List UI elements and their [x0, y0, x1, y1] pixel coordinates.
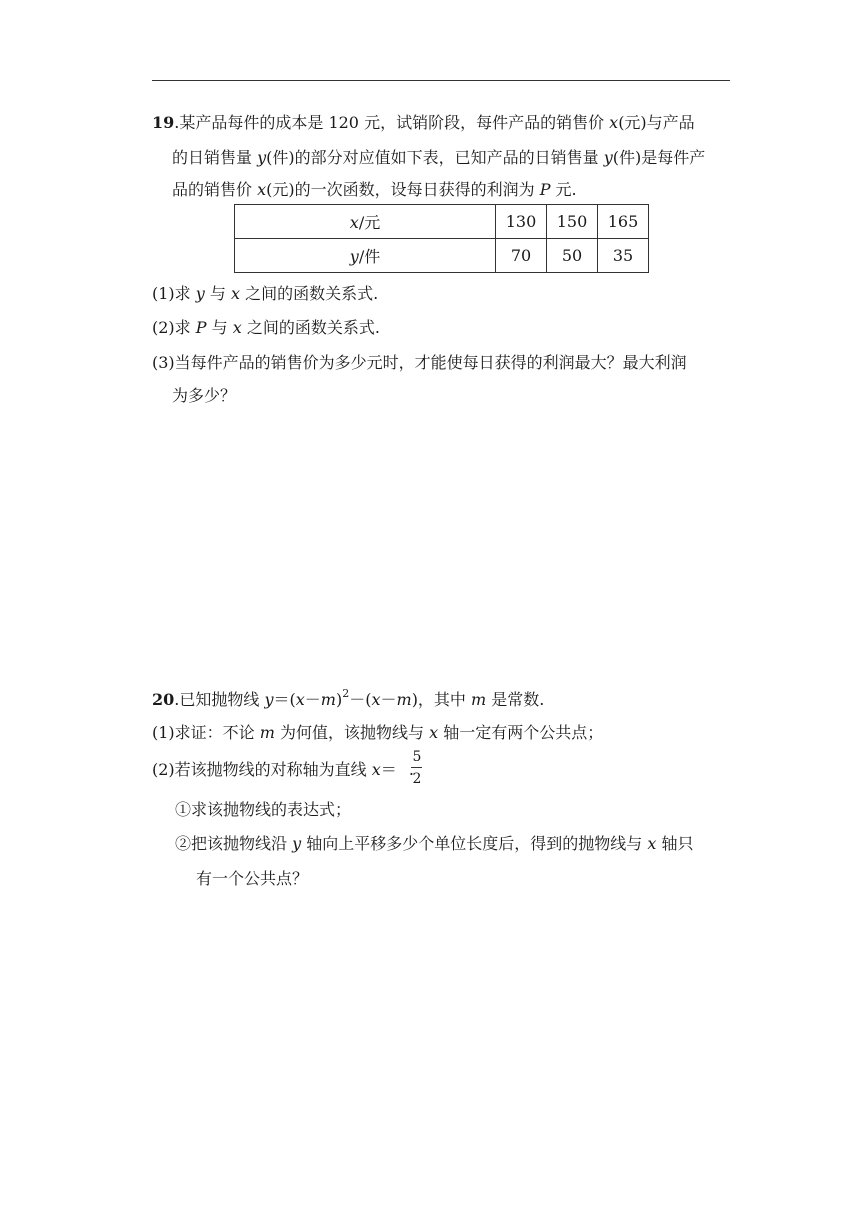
- q19-text: 与: [204, 284, 231, 303]
- var-p: P: [539, 180, 551, 199]
- q19-text: (件)是每件产: [612, 148, 706, 167]
- q20-text: ②把该抛物线沿: [175, 834, 293, 853]
- var-m: m: [471, 690, 487, 709]
- q19-text: 品的销售价: [172, 180, 258, 199]
- table-cell: 70: [496, 239, 547, 273]
- q20-text: )，其中: [411, 690, 472, 709]
- var-m: m: [396, 690, 412, 709]
- q19-text: (件)的部分对应值如下表，已知产品的日销售量: [266, 148, 604, 167]
- unit-label: /件: [358, 247, 381, 266]
- fraction-numerator: 5: [412, 749, 422, 765]
- q20-text: (2)若该抛物线的对称轴为直线: [152, 760, 372, 779]
- q19-line-1: [152, 113, 695, 133]
- q20-text: －(: [349, 690, 372, 709]
- var-p: P: [195, 318, 207, 337]
- var-y: y: [195, 284, 205, 303]
- var-x: x: [231, 284, 241, 303]
- var-x: x: [295, 690, 305, 709]
- var-x: x: [257, 180, 267, 199]
- q19-line-2: [172, 148, 705, 168]
- var-x: x: [647, 834, 657, 853]
- var-x: x: [609, 113, 619, 132]
- q20-stem: [152, 686, 545, 710]
- q20-number: 20: [152, 690, 175, 709]
- q20-part-2: [152, 760, 414, 780]
- q19-text: (元)的一次函数，设每日获得的利润为: [266, 180, 540, 199]
- var-m: m: [320, 690, 336, 709]
- price-sales-table: [234, 204, 649, 273]
- q20-text: ＝: [380, 760, 397, 779]
- q19-text: (1)求: [152, 284, 196, 303]
- table-cell: 130: [496, 205, 547, 239]
- var-y: y: [264, 690, 274, 709]
- var-x: x: [232, 318, 242, 337]
- table-cell: 165: [598, 205, 649, 239]
- var-x: x: [429, 723, 439, 742]
- fraction-denominator: 2: [412, 771, 422, 787]
- q19-text: 之间的函数关系式.: [241, 318, 380, 337]
- q20-text: .: [408, 760, 414, 779]
- q19-part-3: (3)当每件产品的销售价为多少元时，才能使每日获得的利润最大？最大利润: [152, 353, 687, 372]
- table-cell: 35: [598, 239, 649, 273]
- q20-text: －: [380, 690, 397, 709]
- table-header-x: [235, 205, 496, 239]
- table-header-y: [235, 239, 496, 273]
- q20-text: ): [335, 690, 343, 709]
- table-row: [235, 239, 649, 273]
- q20-text: 轴只: [656, 834, 694, 853]
- q20-sub-2: [175, 834, 693, 854]
- var-y: y: [257, 148, 267, 167]
- var-y: y: [349, 247, 359, 266]
- q20-sub-2-cont: 有一个公共点？: [196, 869, 309, 888]
- q20-text: 轴一定有两个公共点；: [438, 723, 604, 742]
- q19-text: (2)求: [152, 318, 196, 337]
- table-row: [235, 205, 649, 239]
- var-x: x: [349, 213, 359, 232]
- q19-text: .某产品每件的成本是 120 元，试销阶段，每件产品的销售价: [174, 113, 610, 132]
- q20-text: .已知抛物线: [174, 690, 265, 709]
- q20-text: 为何值，该抛物线与: [274, 723, 430, 742]
- var-y: y: [292, 834, 302, 853]
- q20-text: (1)求证：不论: [152, 723, 260, 742]
- q20-sub-1: ①求该抛物线的表达式；: [175, 800, 352, 819]
- q20-text: ＝(: [273, 690, 296, 709]
- exponent: 2: [342, 686, 350, 700]
- q19-number: 19: [152, 113, 175, 132]
- var-x: x: [371, 760, 381, 779]
- q19-text: 元.: [550, 180, 577, 199]
- q20-text: 轴向上平移多少个单位长度后，得到的抛物线与: [301, 834, 648, 853]
- table-cell: 50: [547, 239, 598, 273]
- q19-part-3-cont: 为多少？: [172, 386, 237, 405]
- var-y: y: [603, 148, 613, 167]
- table-cell: 150: [547, 205, 598, 239]
- q20-part-1: [152, 723, 603, 743]
- q19-text: 与: [206, 318, 233, 337]
- q20-text: －: [304, 690, 321, 709]
- q19-text: (元)与产品: [618, 113, 695, 132]
- var-x: x: [371, 690, 381, 709]
- q20-text: 是常数.: [486, 690, 545, 709]
- unit-label: /元: [358, 213, 381, 232]
- header-rule: [152, 80, 730, 81]
- fraction-bar: [411, 767, 422, 768]
- q19-part-2: [152, 318, 380, 338]
- q19-text: 的日销售量: [172, 148, 258, 167]
- q19-text: 之间的函数关系式.: [240, 284, 379, 303]
- q19-line-3: [172, 180, 577, 200]
- var-m: m: [259, 723, 275, 742]
- q19-part-1: [152, 284, 378, 304]
